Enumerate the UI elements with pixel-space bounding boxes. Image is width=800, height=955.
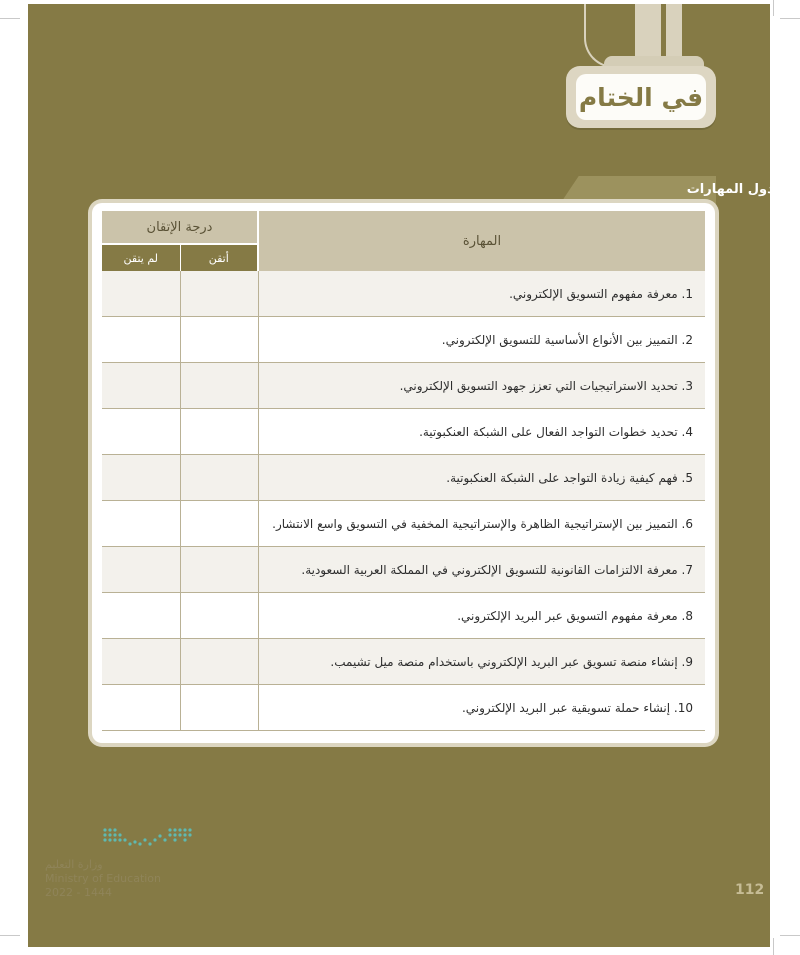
not-mastered-checkbox-cell[interactable]	[102, 317, 180, 363]
not-mastered-checkbox-cell[interactable]	[102, 639, 180, 685]
skill-cell: 10. إنشاء حملة تسويقية عبر البريد الإلكتروني.	[258, 685, 705, 731]
skill-cell: 9. إنشاء منصة تسويق عبر البريد الإلكتروني باستخدام منصة ميل تشيمب.	[258, 639, 705, 685]
mastered-checkbox-cell[interactable]	[180, 409, 258, 455]
mastered-column-header: أتقن	[180, 244, 258, 271]
section-tab-label: جدول المهارات	[686, 182, 784, 197]
mastered-checkbox-cell[interactable]	[180, 363, 258, 409]
table-row	[102, 501, 705, 547]
skill-cell: 8. معرفة مفهوم التسويق عبر البريد الإلكتروني.	[258, 593, 705, 639]
lamp-pole-decoration	[635, 4, 661, 64]
crop-mark	[773, 0, 774, 16]
skill-cell: 7. معرفة الالتزامات القانونية للتسويق الإلكتروني في المملكة العربية السعودية.	[258, 547, 705, 593]
table-row	[102, 271, 705, 317]
lamp-pole-decoration	[666, 4, 682, 60]
not-mastered-checkbox-cell[interactable]	[102, 363, 180, 409]
skill-cell: 1. معرفة مفهوم التسويق الإلكتروني.	[258, 271, 705, 317]
mastered-checkbox-cell[interactable]	[180, 271, 258, 317]
table-row	[102, 363, 705, 409]
not-mastered-checkbox-cell[interactable]	[102, 409, 180, 455]
mastered-checkbox-cell[interactable]	[180, 685, 258, 731]
not-mastered-checkbox-cell[interactable]	[102, 547, 180, 593]
skill-cell: 6. التمييز بين الإستراتيجية الظاهرة والإستراتيجية المخفية في التسويق واسع الانتشار.	[258, 501, 705, 547]
not-mastered-checkbox-cell[interactable]	[102, 271, 180, 317]
mastered-checkbox-cell[interactable]	[180, 547, 258, 593]
crop-mark	[773, 938, 774, 955]
mastered-checkbox-cell[interactable]	[180, 501, 258, 547]
not-mastered-checkbox-cell[interactable]	[102, 685, 180, 731]
table-row	[102, 455, 705, 501]
skill-column-header: المهارة	[258, 211, 705, 271]
mastered-checkbox-cell[interactable]	[180, 639, 258, 685]
skills-card	[92, 203, 715, 743]
not-mastered-checkbox-cell[interactable]	[102, 501, 180, 547]
skills-table	[102, 211, 705, 731]
skill-cell: 4. تحديد خطوات التواجد الفعال على الشبكة العنكبوتية.	[258, 409, 705, 455]
table-row	[102, 409, 705, 455]
mastery-degree-header: درجة الإتقان	[102, 211, 258, 244]
page-title: في الختام	[578, 82, 704, 112]
skill-cell: 5. فهم كيفية زيادة التواجد على الشبكة العنكبوتية.	[258, 455, 705, 501]
table-row	[102, 547, 705, 593]
ministry-name-ar: وزارة التعليم	[45, 858, 103, 871]
crop-mark	[780, 935, 800, 936]
not-mastered-checkbox-cell[interactable]	[102, 593, 180, 639]
crop-mark	[780, 18, 800, 19]
table-row	[102, 593, 705, 639]
crop-mark	[0, 935, 20, 936]
edition-year: 2022 - 1444	[45, 886, 112, 899]
ministry-logo-icon	[102, 826, 192, 848]
skill-cell: 2. التمييز بين الأنواع الأساسية للتسويق الإلكتروني.	[258, 317, 705, 363]
crop-mark	[0, 18, 20, 19]
ministry-name-en: Ministry of Education	[45, 872, 162, 885]
table-row	[102, 639, 705, 685]
table-row	[102, 317, 705, 363]
not-mastered-checkbox-cell[interactable]	[102, 455, 180, 501]
section-banner	[566, 66, 716, 128]
mastered-checkbox-cell[interactable]	[180, 317, 258, 363]
table-row	[102, 685, 705, 731]
ministry-text	[45, 858, 161, 900]
mastered-checkbox-cell[interactable]	[180, 593, 258, 639]
banner-inner	[576, 74, 706, 120]
not-mastered-column-header: لم يتقن	[102, 244, 180, 271]
page-number: 112	[735, 882, 765, 898]
skill-cell: 3. تحديد الاستراتيجيات التي تعزز جهود التسويق الإلكتروني.	[258, 363, 705, 409]
mastered-checkbox-cell[interactable]	[180, 455, 258, 501]
